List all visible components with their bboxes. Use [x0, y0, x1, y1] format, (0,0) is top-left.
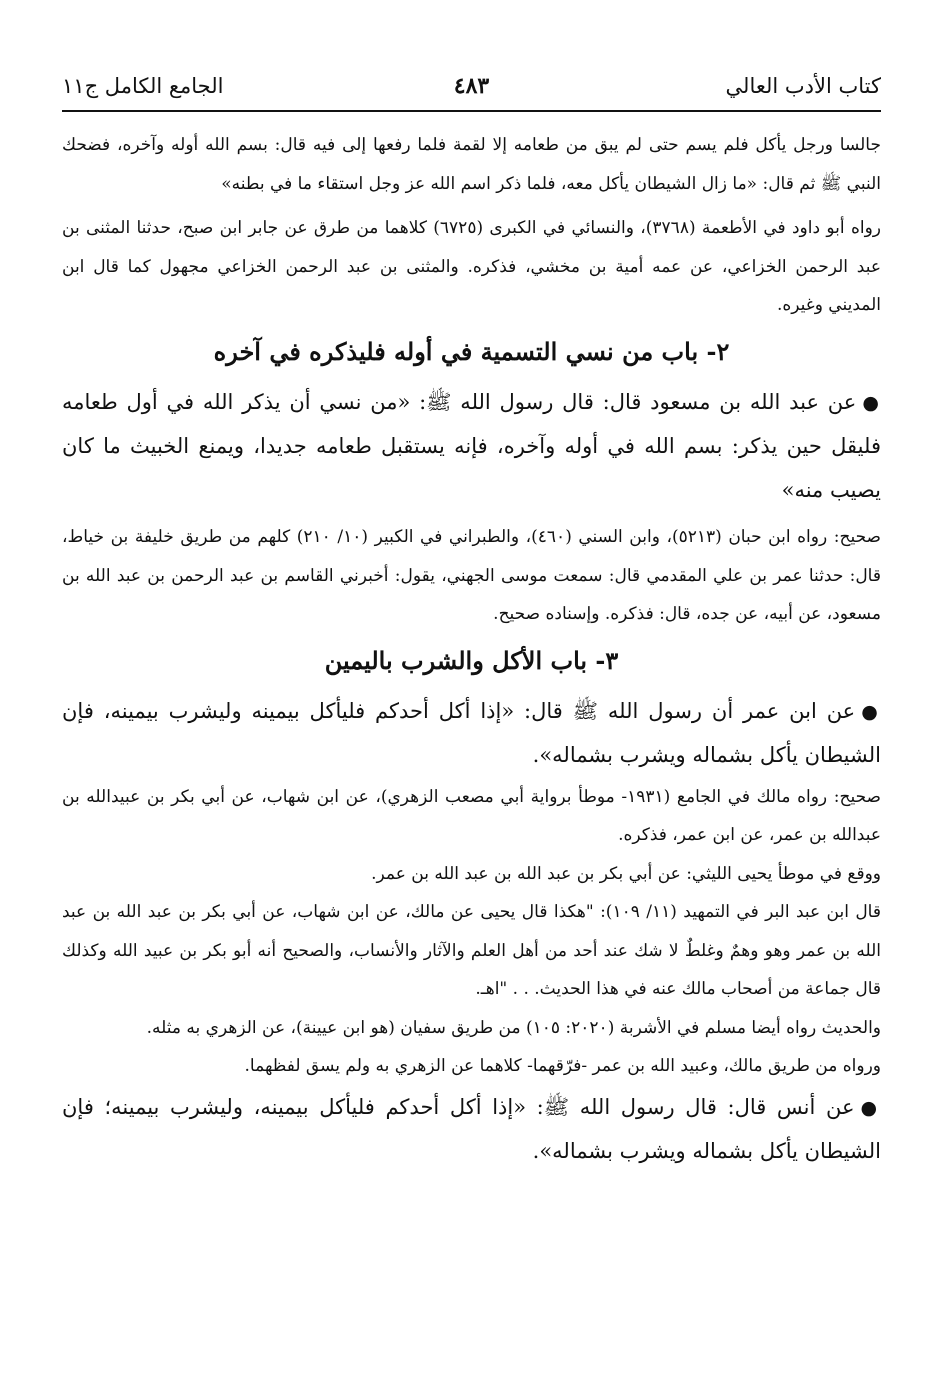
hadith-text: عن ابن عمر أن رسول الله ﷺ قال: «إذا أكل أحدكم فليأكل بيمينه وليشرب بيمينه، فإن الشيطان يأكل بشماله ويشرب بشماله».	[62, 698, 881, 767]
bullet-icon: ●	[860, 1096, 881, 1119]
footnote-paragraph: جالسا ورجل يأكل فلم يسم حتى لم يبق من طعامه إلا لقمة فلما رفعها إلى فيه قال: بسم الله أوله وآخره، فضحك النبي ﷺ ثم قال: «ما زال الشيطان يأكل معه، فلما ذكر اسم الله عز وجل استقاء ما في بطنه»	[62, 135, 881, 194]
hadith-paragraph	[62, 1086, 881, 1174]
header-volume-title: الجامع الكامل ج١١	[62, 74, 224, 98]
hadith-text: عن عبد الله بن مسعود قال: قال رسول الله ﷺ: «من نسي أن يذكر الله في أول طعامه فليقل حين يذكر: بسم الله في أوله وآخره، فإنه يستقبل طعامه جديدا، ويمنع الخبيث ما كان يصيب منه»	[62, 389, 881, 502]
hadith-paragraph	[62, 690, 881, 778]
footnote-paragraph: صحيح: رواه ابن حبان (٥٢١٣)، وابن السني (٤٦٠)، والطبراني في الكبير (١٠/ ٢١٠) كلهم من طريق خليفة بن خياط، قال: حدثنا عمر بن علي المقدمي قال: سمعت موسى الجهني، يقول: أخبرني القاسم بن عبد الرحمن بن عبد الله بن مسعود، عن أبيه، عن جده، قال: فذكره. وإسناده صحيح.	[62, 527, 881, 624]
hadith-paragraph	[62, 381, 881, 513]
hadith-text: عن أنس قال: قال رسول الله ﷺ: «إذا أكل أحدكم فليأكل بيمينه، وليشرب بيمينه؛ فإن الشيطان يأكل بشماله ويشرب بشماله».	[62, 1094, 881, 1163]
footnote-paragraph: والحديث رواه أيضا مسلم في الأشربة (٢٠٢٠: ١٠٥) من طريق سفيان (هو ابن عيينة)، عن الزهري به مثله.	[146, 1017, 881, 1038]
page-body	[62, 126, 881, 1174]
footnote-paragraph: ووقع في موطأ يحيى الليثي: عن أبي بكر بن عبد الله بن عبد الله بن عمر.	[371, 863, 881, 884]
chapter-heading: ٢- باب من نسي التسمية في أوله فليذكره في آخره	[213, 336, 730, 366]
chapter-heading: ٣- باب الأكل والشرب باليمين	[324, 645, 619, 675]
bullet-icon: ●	[862, 391, 881, 414]
footnote-paragraph: ورواه من طريق مالك، وعبيد الله بن عمر -فرّقهما- كلاهما عن الزهري به ولم يسق لفظهما.	[244, 1056, 881, 1076]
footnote-paragraph: رواه أبو داود في الأطعمة (٣٧٦٨)، والنسائي في الكبرى (٦٧٢٥) كلاهما من طرق عن جابر ابن صبح، حدثنا المثنى بن عبد الرحمن الخزاعي، عن عمه أمية بن مخشي، فذكره. والمثنى بن عبد الرحمن الخزاعي مجهول كما قال ابن المديني وغيره.	[62, 218, 881, 315]
page-number: ٤٨٣	[453, 73, 490, 99]
bullet-icon: ●	[861, 700, 881, 723]
header-book-title: كتاب الأدب العالي	[725, 74, 881, 98]
running-header	[62, 62, 881, 112]
footnote-paragraph: قال ابن عبد البر في التمهيد (١١/ ١٠٩): "هكذا قال يحيى عن مالك، عن ابن شهاب، عن أبي بكر بن عبد الله بن عبد الله بن عمر وهو وهمٌ وغلطٌ لا شك عند أحد من أهل العلم والآثار والأنساب، والصحيح أنه أبو بكر بن عبيد الله وكذلك قال جماعة من أصحاب مالك عنه في هذا الحديث. . . "اهـ.	[62, 902, 881, 999]
footnote-paragraph: صحيح: رواه مالك في الجامع (١٩٣١- موطأ برواية أبي مصعب الزهري)، عن ابن شهاب، عن أبي بكر بن عبيدالله بن عبدالله بن عمر، عن ابن عمر، فذكره.	[62, 786, 881, 845]
